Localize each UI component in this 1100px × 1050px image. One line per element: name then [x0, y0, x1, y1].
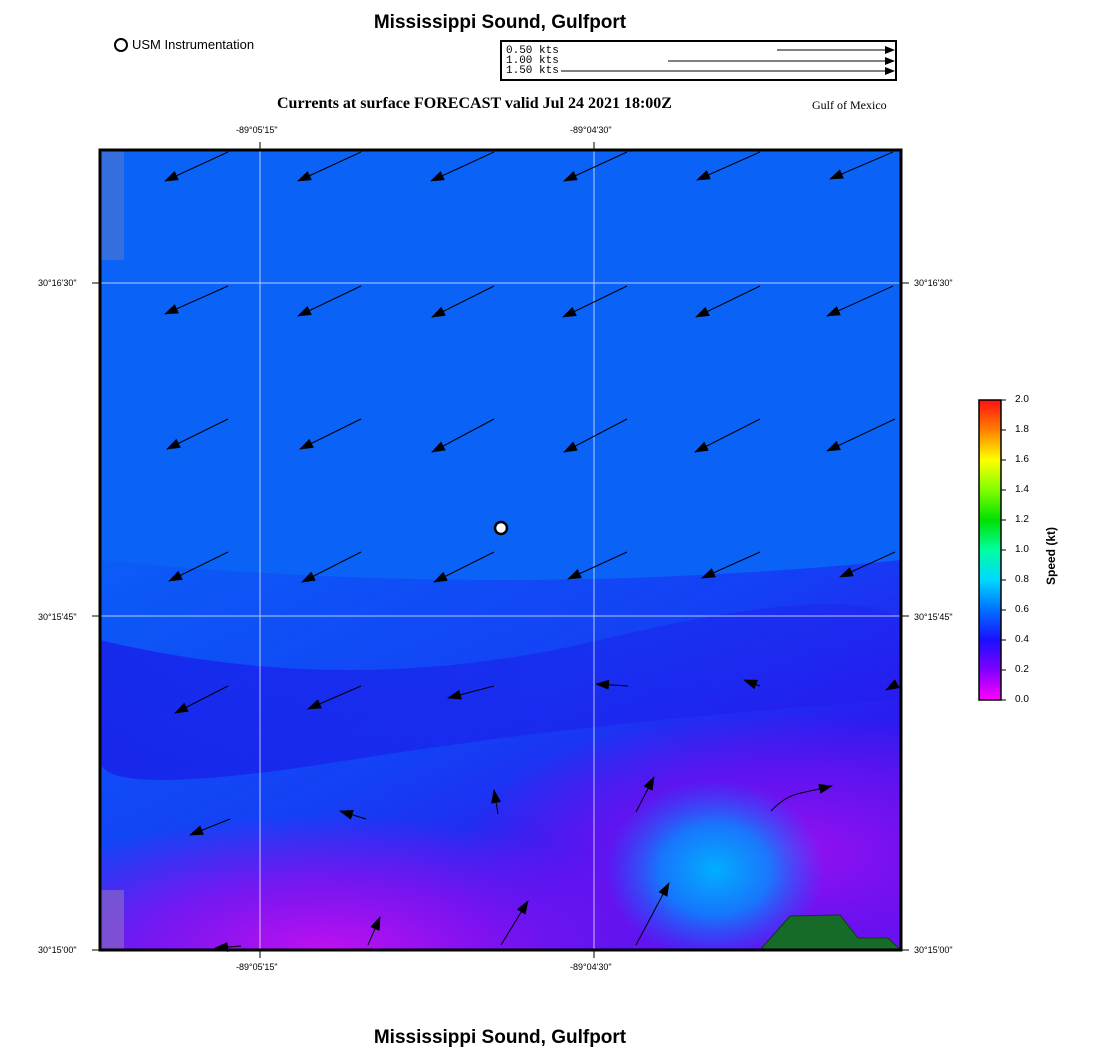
x-tick-bottom-0: -89°05'15"	[236, 962, 278, 972]
colorbar-tick-1.8: 1.8	[1015, 424, 1029, 435]
colorbar-tick-0.8: 0.8	[1015, 574, 1029, 585]
forecast-subtitle: Currents at surface FORECAST valid Jul 24 2021 18:00Z	[277, 95, 672, 112]
colorbar-tick-0.4: 0.4	[1015, 634, 1029, 645]
scale-label-0: 0.50 kts	[506, 45, 559, 57]
y-tick-right-0: 30°16'30"	[914, 278, 953, 288]
x-tick-top-0: -89°05'15"	[236, 125, 278, 135]
colorbar-tick-0.0: 0.0	[1015, 694, 1029, 705]
colorbar-tick-1.4: 1.4	[1015, 484, 1029, 495]
scale-label-2: 1.50 kts	[506, 65, 559, 77]
y-tick-left-1: 30°15'45"	[38, 612, 77, 622]
map-title-top: Mississippi Sound, Gulfport	[373, 12, 627, 33]
colorbar-tick-2.0: 2.0	[1015, 394, 1029, 405]
speed-colorbar	[979, 400, 1006, 700]
y-tick-left-0: 30°16'30"	[38, 278, 77, 288]
x-tick-top-1: -89°04'30"	[570, 125, 612, 135]
speed-field	[100, 150, 901, 960]
colorbar-tick-0.2: 0.2	[1015, 664, 1029, 675]
colorbar-tick-1.0: 1.0	[1015, 544, 1029, 555]
scale-label-1: 1.00 kts	[506, 55, 559, 67]
colorbar-tick-1.2: 1.2	[1015, 514, 1029, 525]
y-tick-right-2: 30°15'00"	[914, 945, 953, 955]
region-label: Gulf of Mexico	[812, 98, 887, 112]
x-tick-bottom-1: -89°04'30"	[570, 962, 612, 972]
station-legend-label: USM Instrumentation	[132, 37, 255, 52]
usm-station-marker	[495, 522, 507, 534]
colorbar-tick-1.6: 1.6	[1015, 454, 1029, 465]
colorbar-tick-0.6: 0.6	[1015, 604, 1029, 615]
colorbar-title: Speed (kt)	[1044, 526, 1058, 585]
y-tick-right-1: 30°15'45"	[914, 612, 953, 622]
map-title-bottom: Mississippi Sound, Gulfport	[373, 1027, 627, 1048]
y-tick-left-2: 30°15'00"	[38, 945, 77, 955]
